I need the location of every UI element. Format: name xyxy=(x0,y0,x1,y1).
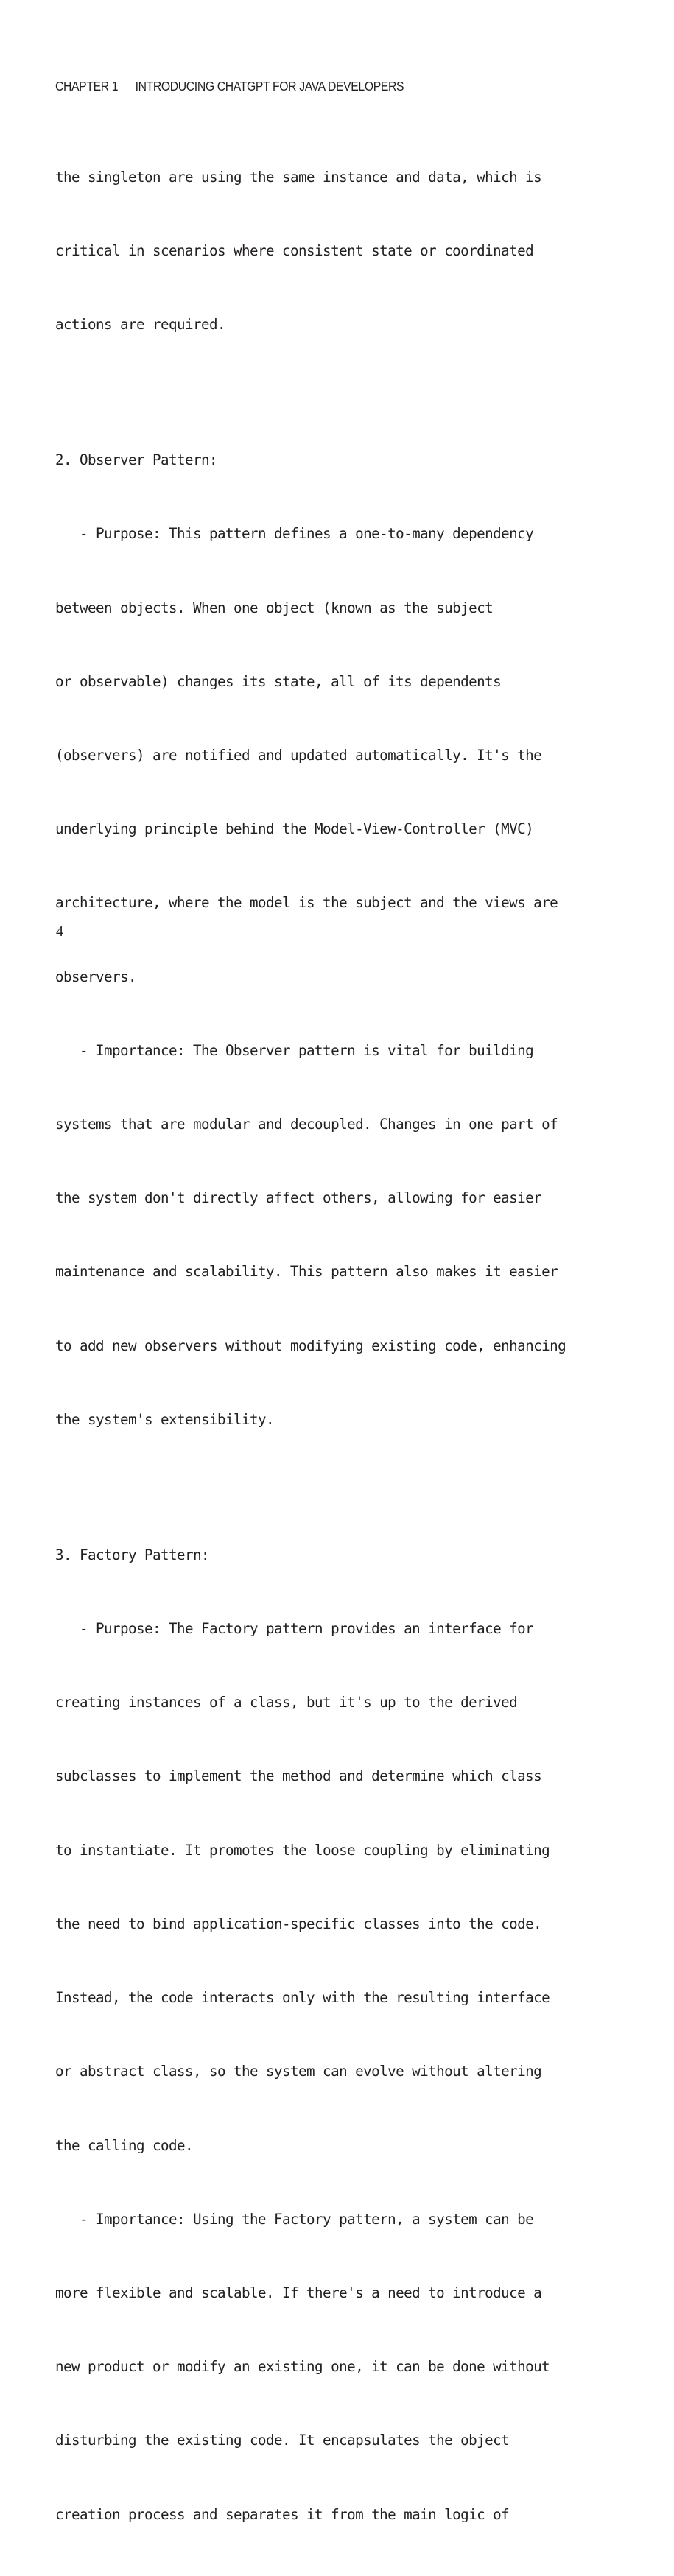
observer-section xyxy=(55,398,645,1481)
text-line: the system don't directly affect others, allowing for easier xyxy=(55,1189,542,1207)
text-line: the calling code. xyxy=(55,2136,194,2154)
factory-section xyxy=(55,1493,645,2576)
text-line: - Importance: Using the Factory pattern, a system can be xyxy=(55,2210,534,2228)
text-line: creating instances of a class, but it's up to the derived xyxy=(55,1694,518,1711)
page-body xyxy=(55,116,645,2576)
text-line: between objects. When one object (known as the subject xyxy=(55,599,494,616)
text-line: subclasses to implement the method and determine which class xyxy=(55,1767,542,1785)
text-line: more flexible and scalable. If there's a need to introduce a xyxy=(55,2284,542,2301)
text-line: new product or modify an existing one, it can be done without xyxy=(55,2358,550,2376)
text-line: disturbing the existing code. It encapsulates the object xyxy=(55,2432,510,2449)
chapter-title: INTRODUCING CHATGPT FOR JAVA DEVELOPERS xyxy=(135,79,404,94)
text-line: the need to bind application-specific classes into the code. xyxy=(55,1915,542,1932)
text-line: the system's extensibility. xyxy=(55,1410,275,1428)
text-line: Instead, the code interacts only with the resulting interface xyxy=(55,1989,550,2007)
text-line: critical in scenarios where consistent state or coordinated xyxy=(55,242,534,260)
text-line: - Importance: The Observer pattern is vital for building xyxy=(55,1041,534,1059)
chapter-label: CHAPTER 1 xyxy=(55,79,119,94)
text-line: actions are required. xyxy=(55,316,226,334)
text-line: the singleton are using the same instance and data, which is xyxy=(55,168,542,186)
text-line: architecture, where the model is the subject and the views are xyxy=(55,894,558,912)
text-line: underlying principle behind the Model-View-Controller (MVC) xyxy=(55,820,534,838)
text-line: or abstract class, so the system can evolve without altering xyxy=(55,2063,542,2080)
text-line: or observable) changes its state, all of its dependents xyxy=(55,672,502,690)
text-line: systems that are modular and decoupled. Changes in one part of xyxy=(55,1116,558,1133)
text-line: (observers) are notified and updated automatically. It's the xyxy=(55,746,542,764)
text-line: observers. xyxy=(55,968,137,985)
text-line: - Purpose: The Factory pattern provides an interface for xyxy=(55,1619,534,1637)
page-number: 4 xyxy=(56,923,63,940)
running-header xyxy=(55,79,404,94)
intro-paragraph xyxy=(55,116,645,386)
text-line: maintenance and scalability. This pattern also makes it easier xyxy=(55,1263,558,1281)
text-line: to add new observers without modifying existing code, enhancing xyxy=(55,1337,566,1354)
section-heading: 2. Observer Pattern: xyxy=(55,451,218,469)
section-heading: 3. Factory Pattern: xyxy=(55,1546,210,1563)
text-line: to instantiate. It promotes the loose coupling by eliminating xyxy=(55,1841,550,1859)
text-line: - Purpose: This pattern defines a one-to-many dependency xyxy=(55,525,534,543)
text-line: creation process and separates it from the main logic of xyxy=(55,2505,510,2523)
